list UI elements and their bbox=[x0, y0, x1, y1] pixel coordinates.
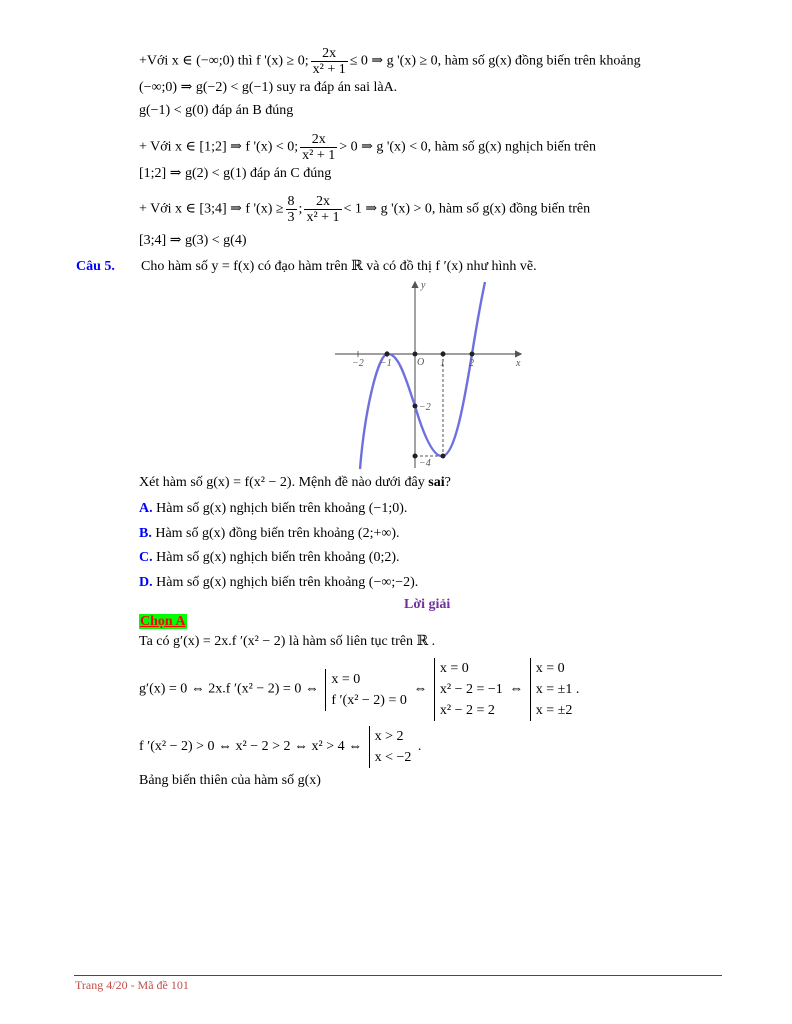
fraction: $\frac{2x}{\text{x² + 1}}$ bbox=[302, 132, 336, 163]
equation-system: x = 0 x² − 2 = −1 x² − 2 = 2 bbox=[434, 658, 503, 721]
tick-label: −1 bbox=[380, 358, 392, 369]
option-key: C. bbox=[139, 550, 153, 565]
derivative-curve bbox=[360, 282, 485, 469]
line-4: + Với x ∈ [1;2] ⇒ f '(x) < 0; $\frac{2x}{\text{x² + 1}}$ > 0 ⇒ g '(x) < 0, hàm số g(x) nghịch biến trên bbox=[139, 132, 596, 163]
option-key: B. bbox=[139, 526, 152, 541]
option-a[interactable]: A. Hàm số g(x) nghịch biến trên khoảng (−1;0). bbox=[139, 501, 408, 516]
equation-system: x = 0 x = ±1 . x = ±2 bbox=[530, 658, 580, 721]
option-key: D. bbox=[139, 575, 153, 590]
line-6: + Với x ∈ [3;4] ⇒ f '(x) ≥ $\frac{8}{3}$ ; $\frac{2x}{\text{x² + 1}}$ < 1 ⇒ g '(x) > 0, hàm số g(x) đồng biến trên bbox=[139, 194, 591, 225]
derivative-graph bbox=[333, 278, 533, 478]
solution-title: Lời giải bbox=[404, 597, 451, 612]
axis-label-y: y bbox=[421, 280, 426, 291]
page-footer: Trang 4/20 - Mã đề 101 bbox=[75, 978, 189, 992]
option-key: A. bbox=[139, 501, 153, 516]
line-1: +Với x ∈ (−∞;0) thì f '(x) ≥ 0; $\frac{2x}{\text{x² + 1}}$ ≤ 0 ⇒ g '(x) ≥ 0, hàm số g(x) đồng biến trên khoảng bbox=[139, 46, 641, 77]
option-b[interactable]: B. Hàm số g(x) đồng biến trên khoảng (2;+∞). bbox=[139, 526, 400, 541]
tick-label: −2 bbox=[352, 358, 364, 369]
origin-label: O bbox=[417, 357, 425, 368]
line-7: [3;4] ⇒ g(3) < g(4) bbox=[139, 233, 247, 248]
question-label: Câu 5. bbox=[76, 259, 115, 274]
tick-label: 2 bbox=[469, 358, 474, 369]
footer-divider bbox=[74, 975, 722, 976]
solution-step-2: g′(x) = 0 ⇔ 2x.f ′(x² − 2) = 0 ⇔ x = 0 f ′(x² − 2) = 0 ⇔ x = 0 x² − 2 = −1 x² − 2 = 2 ⇔ x = 0 x = ±1 . x = ±2 bbox=[139, 658, 582, 721]
tick-label: −4 bbox=[419, 458, 431, 469]
tick-label: −2 bbox=[419, 402, 431, 413]
fraction: $\frac{2x}{\text{x² + 1}}$ bbox=[306, 194, 340, 225]
solution-step-3: f ′(x² − 2) > 0 ⇔ x² − 2 > 2 ⇔ x² > 4 ⇔ x > 2 x < −2 . bbox=[139, 726, 421, 768]
fraction: $\frac{2x}{\text{x² + 1}}$ bbox=[312, 46, 346, 77]
option-d[interactable]: D. Hàm số g(x) nghịch biến trên khoảng (−∞;−2). bbox=[139, 575, 419, 590]
question-prompt: Xét hàm số g(x) = f(x² − 2). Mệnh đề nào dưới đây sai? bbox=[139, 475, 451, 490]
tick-label: 1 bbox=[440, 358, 445, 369]
line-5: [1;2] ⇒ g(2) < g(1) đáp án C đúng bbox=[139, 166, 332, 181]
fraction: $\frac{8}{3}$ bbox=[287, 194, 295, 225]
solution-step-4: Bảng biến thiên của hàm số g(x) bbox=[139, 773, 321, 788]
chosen-answer: Chọn A bbox=[140, 614, 186, 629]
line-2: (−∞;0) ⇒ g(−2) < g(−1) suy ra đáp án sai làA. bbox=[139, 80, 398, 95]
axis-label-x: x bbox=[516, 358, 521, 369]
solution-step-1: Ta có g′(x) = 2x.f ′(x² − 2) là hàm số liên tục trên ℝ . bbox=[139, 634, 436, 649]
line-3: g(−1) < g(0) đáp án B đúng bbox=[139, 103, 294, 118]
equation-system: x > 2 x < −2 bbox=[369, 726, 412, 768]
option-c[interactable]: C. Hàm số g(x) nghịch biến trên khoảng (0;2). bbox=[139, 550, 400, 565]
question-stem: Cho hàm số y = f(x) có đạo hàm trên ℝ và có đồ thị f ′(x) như hình vẽ. bbox=[141, 259, 537, 274]
equation-system: x = 0 f ′(x² − 2) = 0 bbox=[325, 669, 407, 711]
